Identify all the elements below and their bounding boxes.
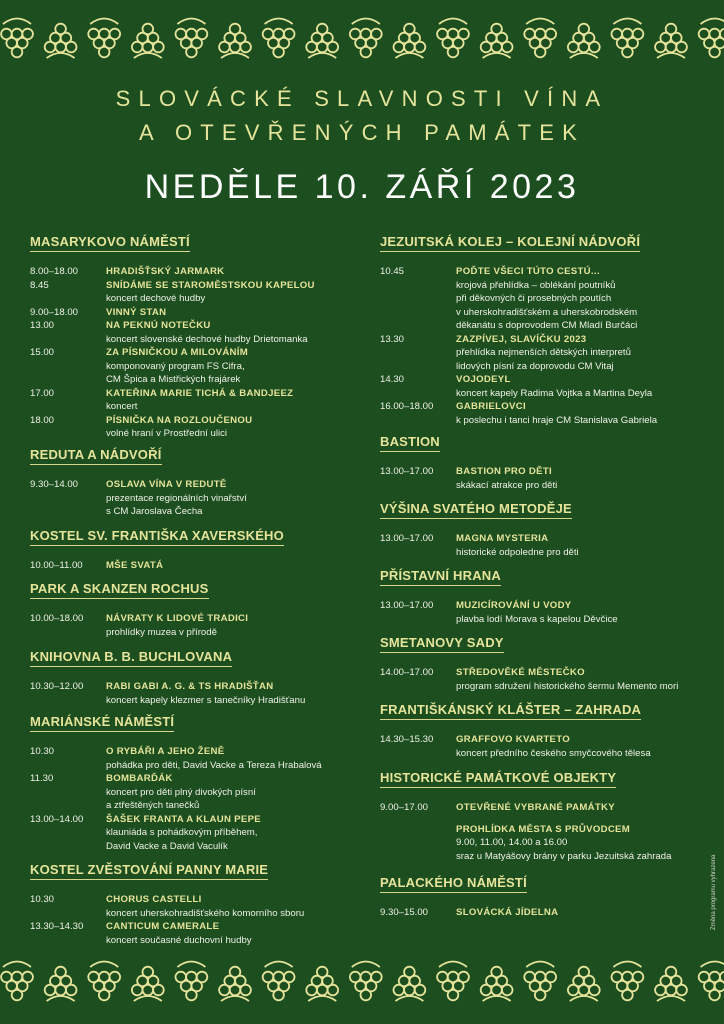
grape-cluster-icon: [612, 962, 644, 1001]
event-item: [30, 745, 360, 772]
venue-heading: FRANTIŠKÁNSKÝ KLÁŠTER – ZAHRADA: [380, 702, 641, 720]
event-time: 13.00–17.00: [380, 533, 434, 544]
event-item: [30, 387, 360, 414]
event-title: OSLAVA VÍNA V REDUTĚ: [106, 479, 227, 490]
event-time: 9.30–15.00: [380, 907, 429, 918]
event-time: 10.00–18.00: [30, 613, 84, 624]
grape-cluster-icon: [263, 19, 295, 58]
event-description: při děkovných či prosebných poutích: [456, 293, 612, 304]
event-time: 13.00: [30, 320, 55, 331]
grape-cluster-icon: [568, 967, 600, 1001]
venue-heading: MARIÁNSKÉ NÁMĚSTÍ: [30, 714, 174, 732]
event-time: 8.00–18.00: [30, 266, 79, 277]
venue-section: [380, 634, 710, 693]
event-description: prohlídky muzea v přírodě: [106, 626, 217, 638]
venue-heading: BASTION: [380, 434, 440, 452]
grape-cluster-icon: [1, 19, 33, 58]
grape-cluster-icon: [655, 24, 687, 58]
grape-cluster-icon: [88, 19, 120, 58]
grape-cluster-icon: [88, 962, 120, 1001]
event-title: MŠE SVATÁ: [106, 560, 164, 571]
event-title: ŠAŠEK FRANTA A KLAUN PEPE: [106, 813, 261, 825]
event-title: CANTICUM CAMERALE: [106, 921, 220, 932]
event-item: [30, 559, 360, 573]
event-title: BASTION PRO DĚTI: [456, 466, 552, 477]
event-description: koncert uherskohradišťského komorního sboru: [106, 907, 305, 919]
grape-cluster-icon: [306, 967, 338, 1001]
grape-border-bottom: [0, 955, 724, 1005]
event-description: koncert kapely klezmer s tanečníky Hradišťanu: [106, 694, 306, 706]
grape-cluster-icon: [524, 19, 556, 58]
venue-heading: MASARYKOVO NÁMĚSTÍ: [30, 234, 190, 252]
event-description: s CM Jaroslava Čecha: [106, 506, 203, 517]
event-title: NÁVRATY K LIDOVÉ TRADICI: [106, 613, 249, 624]
event-time: 8.45: [30, 279, 49, 291]
venue-section: [30, 580, 360, 639]
event-description: historické odpoledne pro děti: [456, 546, 579, 558]
event-time: 9.30–14.00: [30, 479, 79, 490]
event-item: [380, 906, 710, 920]
event-time: 10.00–11.00: [30, 560, 83, 571]
venue-heading: SMETANOVY SADY: [380, 635, 504, 653]
grape-cluster-icon: [612, 19, 644, 58]
venue-section: [380, 233, 710, 427]
event-title: GABRIELOVCI: [456, 401, 526, 412]
event-item: [380, 733, 710, 760]
grape-cluster-icon: [437, 19, 469, 58]
event-time: 13.00–17.00: [380, 600, 434, 611]
event-item: [30, 612, 360, 639]
event-time: 10.30–12.00: [30, 681, 84, 692]
grape-cluster-icon: [481, 24, 513, 58]
venue-section: [30, 713, 360, 853]
event-time: 13.00–17.00: [380, 466, 434, 477]
event-description: CM Špica a Mistřických frajárek: [106, 374, 241, 385]
event-item: [380, 265, 710, 333]
event-title: NA PEKNÚ NOTEČKU: [106, 320, 211, 331]
event-time: 10.30: [30, 746, 55, 757]
grape-cluster-icon: [394, 24, 426, 58]
event-title: RABI GABI A. G. & TS HRADIŠŤAN: [106, 681, 274, 692]
grape-cluster-icon: [481, 967, 513, 1001]
event-time: [380, 823, 456, 864]
event-item: [30, 813, 360, 854]
venue-section: [30, 861, 360, 947]
event-time: 10.45: [380, 266, 405, 277]
festival-title-line-1: SLOVÁCKÉ SLAVNOSTI VÍNA: [115, 86, 609, 111]
event-title: PÍSNIČKA NA ROZLOUČENOU: [106, 414, 253, 426]
event-time: 11.30: [30, 773, 54, 784]
event-item: [30, 478, 360, 519]
grape-cluster-icon: [219, 24, 251, 58]
event-title: STŘEDOVĚKÉ MĚSTEČKO: [456, 667, 585, 678]
event-time: 14.30–15.30: [380, 734, 434, 745]
grape-cluster-icon: [524, 962, 556, 1001]
grape-cluster-icon: [45, 24, 77, 58]
grape-cluster-icon: [655, 967, 687, 1001]
event-description: koncert kapely Radima Vojtka a Martina Deyla: [456, 387, 653, 399]
event-description: k poslechu i tanci hraje CM Stanislava Gabriela: [456, 414, 658, 426]
event-title: O RYBÁŘI A JEHO ŽENĚ: [106, 746, 225, 757]
event-item: [380, 599, 710, 626]
venue-section: [30, 233, 360, 441]
event-description: volné hraní v Prostřední ulici: [106, 428, 228, 439]
event-time: 10.30: [30, 894, 55, 905]
venue-section: [380, 500, 710, 559]
event-time: 17.00: [30, 387, 55, 399]
event-description: koncert pro děti plný divokých písní: [106, 786, 256, 798]
grape-cluster-icon: [699, 19, 724, 58]
event-description: přehlídka nejmenších dětských interpretů: [456, 347, 631, 358]
event-time: 14.00–17.00: [380, 667, 434, 678]
venue-section: [380, 567, 710, 626]
event-title: PROHLÍDKA MĚSTA S PRŮVODCEM: [456, 823, 631, 835]
event-description: klauniáda s pohádkovým příběhem,: [106, 827, 258, 838]
event-description: sraz u Matyášovy brány v parku Jezuitská zahrada: [456, 850, 672, 862]
grape-cluster-icon: [306, 24, 338, 58]
event-title: ZA PÍSNIČKOU A MILOVÁNÍM: [106, 347, 249, 358]
venue-section: [30, 446, 360, 519]
event-description: prezentace regionálních vinařství: [106, 492, 247, 504]
grape-cluster-icon: [394, 967, 426, 1001]
event-time: 15.00: [30, 347, 55, 358]
event-item: [380, 666, 710, 693]
event-item: [30, 306, 360, 320]
venue-section: [380, 769, 710, 863]
venue-heading: PARK A SKANZEN ROCHUS: [30, 581, 209, 599]
event-item: [30, 414, 360, 441]
event-description: David Vacke a David Vaculík: [106, 840, 228, 852]
event-title: CHORUS CASTELLI: [106, 894, 202, 905]
event-title: POĎTE VŠECI TÚTO CESTÚ...: [456, 266, 600, 277]
event-time: 18.00: [30, 414, 55, 426]
event-item: [30, 346, 360, 387]
event-time: 13.30: [380, 333, 405, 345]
grape-cluster-icon: [45, 967, 77, 1001]
event-description: koncert předního českého smyčcového tělesa: [456, 747, 651, 759]
festival-date: NEDĚLE 10. ZÁŘÍ 2023: [144, 168, 580, 206]
event-description: děkanátu s doprovodem CM Mladí Burčáci: [456, 320, 638, 331]
event-title: SLOVÁCKÁ JÍDELNA: [456, 907, 559, 918]
event-description: program sdružení historického šermu Memento mori: [456, 680, 679, 692]
event-time: 9.00–17.00: [380, 802, 429, 813]
event-item: [30, 772, 360, 813]
event-item: [380, 373, 710, 400]
event-time: 13.00–14.00: [30, 813, 84, 825]
grape-cluster-icon: [437, 962, 469, 1001]
event-description: skákací atrakce pro děti: [456, 479, 558, 491]
event-description: koncert: [106, 401, 138, 412]
event-description: 9.00, 11.00, 14.00 a 16.00: [456, 837, 568, 848]
event-title: ZAZPÍVEJ, SLAVÍČKU 2023: [456, 333, 587, 345]
event-item: [30, 319, 360, 346]
event-description: a ztřeštěných tanečků: [106, 800, 200, 811]
event-item: [380, 801, 710, 815]
event-title: SNÍDÁME SE STAROMĚSTSKOU KAPELOU: [106, 279, 315, 291]
venue-heading: PALACKÉHO NÁMĚSTÍ: [380, 875, 527, 893]
event-item: [30, 893, 360, 920]
event-description: koncert dechové hudby: [106, 293, 206, 304]
event-description: krojová přehlídka – oblékání poutníků: [456, 279, 616, 291]
venue-heading: KNIHOVNA B. B. BUCHLOVANA: [30, 649, 232, 667]
event-time: 13.30–14.30: [30, 921, 84, 932]
grape-cluster-icon: [132, 24, 164, 58]
event-item: [30, 680, 360, 707]
event-title: VOJODEYL: [456, 374, 511, 385]
event-description: pohádka pro děti, David Vacke a Tereza Hrabalová: [106, 759, 322, 771]
event-item: [30, 920, 360, 947]
event-item: [30, 279, 360, 306]
event-item: [380, 465, 710, 492]
event-time: 14.30: [380, 374, 405, 385]
event-time: 16.00–18.00: [380, 401, 434, 412]
venue-section: [30, 648, 360, 707]
grape-cluster-icon: [176, 962, 208, 1001]
event-title: KATEŘINA MARIE TICHÁ & BANDJEEZ: [106, 387, 294, 399]
grape-cluster-icon: [132, 967, 164, 1001]
venue-section: [380, 874, 710, 920]
event-description: koncert současné duchovní hudby: [106, 934, 252, 946]
event-title: VINNÝ STAN: [106, 306, 167, 318]
event-item: [380, 823, 710, 864]
event-title: GRAFFOVO KVARTETO: [456, 734, 571, 745]
program-change-note: Změna programu vyhrazena: [711, 854, 717, 930]
event-title: OTEVŘENÉ VYBRANÉ PAMÁTKY: [456, 802, 615, 813]
venue-section: [30, 527, 360, 573]
event-time: 9.00–18.00: [30, 306, 79, 318]
grape-cluster-icon: [176, 19, 208, 58]
event-description: lidových písní za doprovodu CM Vitaj: [456, 360, 614, 372]
event-item: [380, 400, 710, 427]
venue-heading: PŘÍSTAVNÍ HRANA: [380, 568, 501, 586]
festival-title-line-2: A OTEVŘENÝCH PAMÁTEK: [139, 120, 585, 145]
grape-cluster-icon: [350, 19, 382, 58]
grape-cluster-icon: [568, 24, 600, 58]
event-item: [380, 333, 710, 374]
grape-border-top: [0, 12, 724, 62]
venue-section: [380, 433, 710, 492]
event-title: HRADIŠŤSKÝ JARMARK: [106, 266, 225, 277]
venue-heading: REDUTA A NÁDVOŘÍ: [30, 447, 162, 465]
venue-heading: KOSTEL SV. FRANTIŠKA XAVERSKÉHO: [30, 528, 284, 546]
venue-heading: VÝŠINA SVATÉHO METODĚJE: [380, 501, 572, 519]
grape-cluster-icon: [699, 962, 724, 1001]
event-title: MAGNA MYSTERIA: [456, 533, 549, 544]
venue-heading: KOSTEL ZVĚSTOVÁNÍ PANNY MARIE: [30, 862, 268, 880]
event-title: MUZICÍROVÁNÍ U VODY: [456, 600, 572, 611]
grape-cluster-icon: [350, 962, 382, 1001]
event-item: [380, 532, 710, 559]
event-description: koncert slovenské dechové hudby Drietomanka: [106, 333, 308, 345]
venue-heading: HISTORICKÉ PAMÁTKOVÉ OBJEKTY: [380, 770, 616, 788]
venue-section: [380, 701, 710, 760]
event-description: plavba lodí Morava s kapelou Děvčice: [456, 613, 618, 625]
grape-cluster-icon: [219, 967, 251, 1001]
event-item: [30, 265, 360, 279]
venue-heading: JEZUITSKÁ KOLEJ – KOLEJNÍ NÁDVOŘÍ: [380, 234, 640, 252]
grape-cluster-icon: [263, 962, 295, 1001]
event-description: komponovaný program FS Cifra,: [106, 360, 245, 372]
event-title: BOMBARĎÁK: [106, 773, 173, 784]
grape-cluster-icon: [1, 962, 33, 1001]
event-description: v uherskohradišťském a uherskobrodském: [456, 306, 638, 318]
